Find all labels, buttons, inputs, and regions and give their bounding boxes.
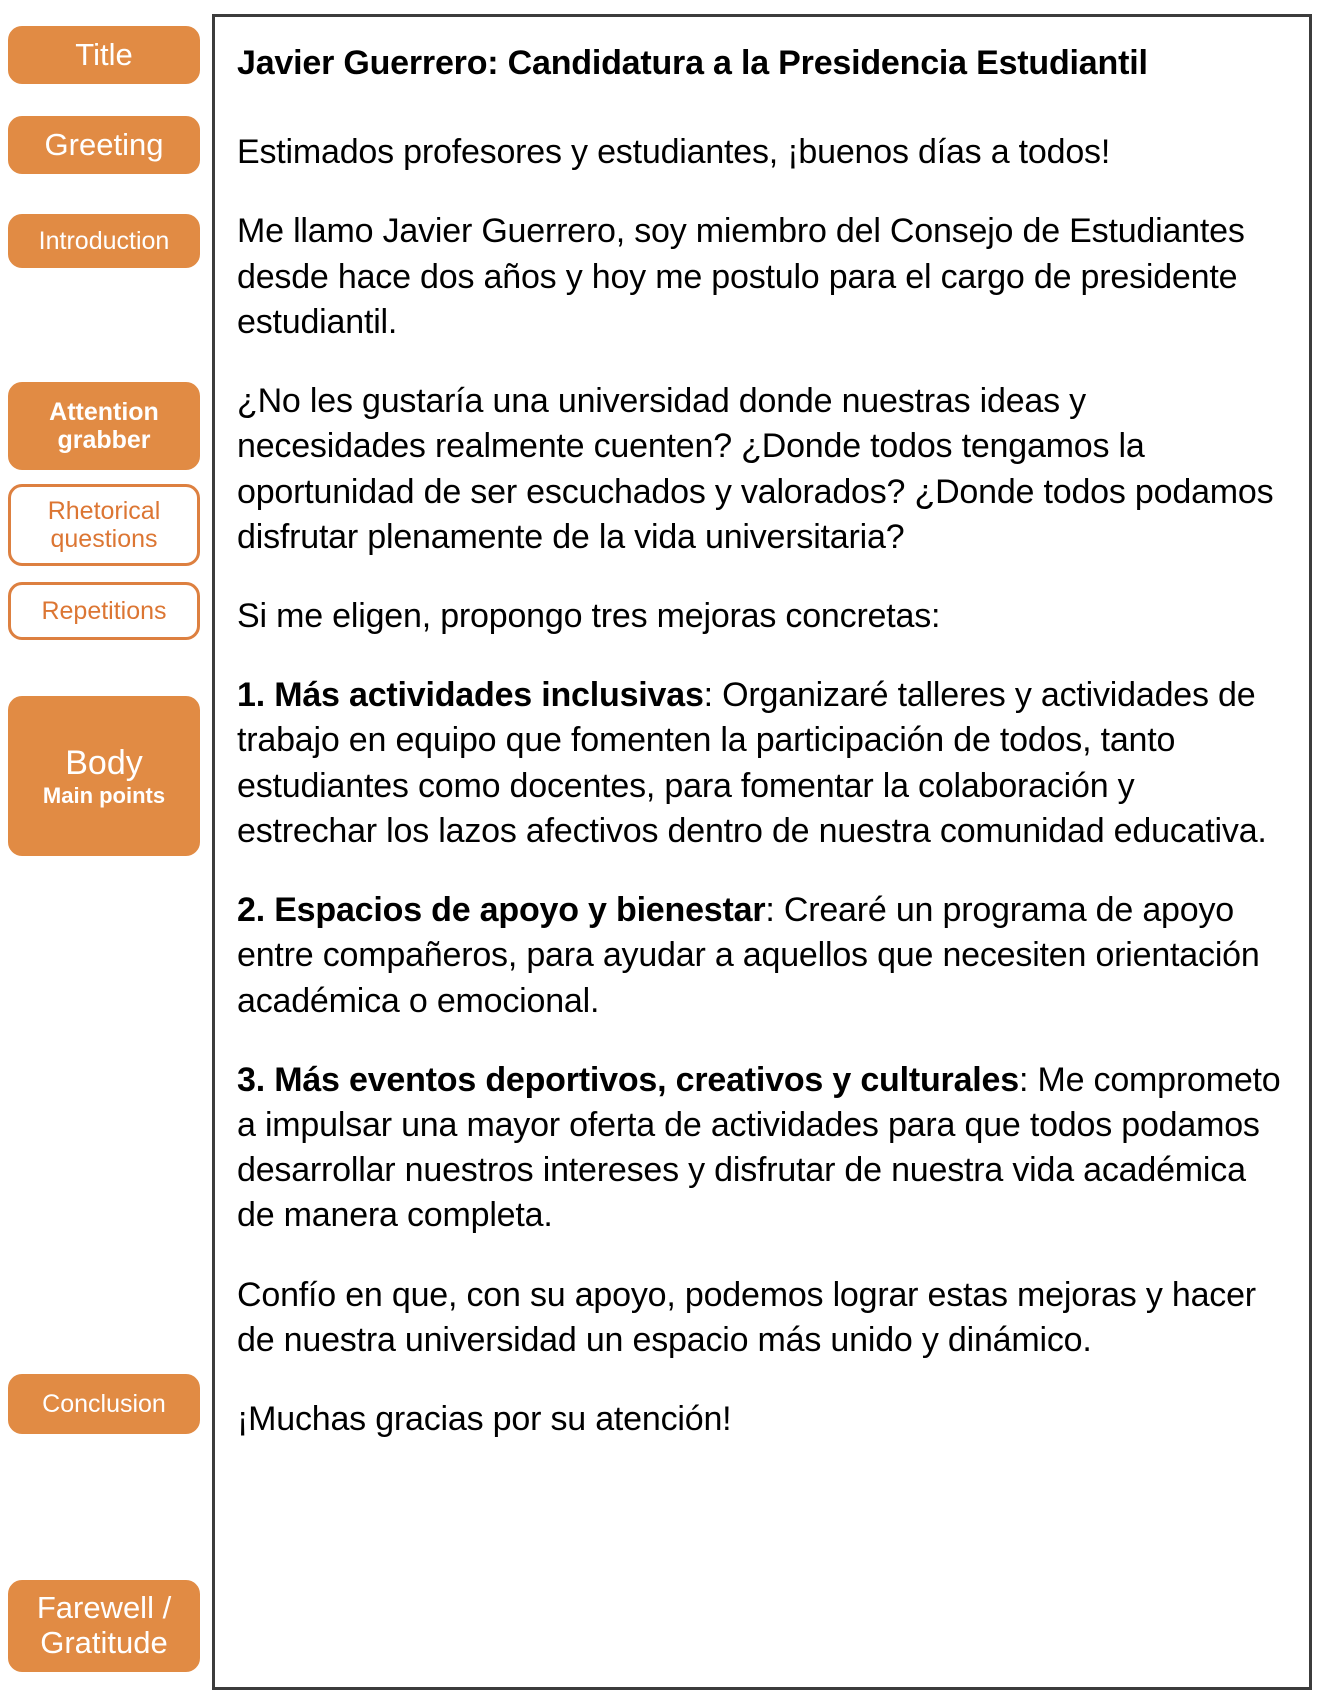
- label-rhetorical-questions: [8, 484, 200, 566]
- label-attention-grabber-line1: Attention: [49, 398, 159, 426]
- label-introduction-text: Introduction: [38, 227, 170, 255]
- speech-document-body: [215, 17, 1309, 1486]
- speech-point-1-heading: 1. Más actividades inclusivas: [237, 676, 704, 715]
- speech-title: Javier Guerrero: Candidatura a la Presidencia Estudiantil: [237, 44, 1148, 82]
- speech-introduction: Me llamo Javier Guerrero, soy miembro del Consejo de Estudiantes desde hace dos años y hoy me postulo para el cargo de presidente estudiantil.: [237, 212, 1245, 341]
- label-farewell-line2: Gratitude: [40, 1625, 168, 1660]
- label-rhetorical-questions-line1: Rhetorical: [47, 497, 161, 525]
- label-repetitions-text: Repetitions: [41, 597, 167, 625]
- label-farewell-gratitude: [8, 1580, 200, 1672]
- label-body-subtext: Main points: [42, 782, 166, 808]
- speech-lead-in: Si me eligen, propongo tres mejoras concretas:: [237, 596, 941, 635]
- label-greeting: [8, 116, 200, 174]
- label-conclusion: [8, 1374, 200, 1434]
- label-farewell-line1: Farewell /: [36, 1590, 172, 1626]
- speech-point-3-heading: 3. Más eventos deportivos, creativos y culturales: [237, 1060, 1019, 1099]
- speech-point-3: [237, 1058, 1283, 1239]
- speech-point-2-heading: 2. Espacios de apoyo y bienestar: [237, 891, 766, 930]
- label-title: [8, 26, 200, 84]
- label-introduction: [8, 214, 200, 268]
- label-body: [8, 696, 200, 856]
- label-title-text: Title: [75, 36, 133, 72]
- label-attention-grabber-line2: grabber: [57, 426, 151, 454]
- speech-greeting: Estimados profesores y estudiantes, ¡buenos días a todos!: [237, 133, 1111, 172]
- label-rhetorical-questions-line2: questions: [50, 525, 158, 553]
- speech-conclusion: Confío en que, con su apoyo, podemos lograr estas mejoras y hacer de nuestra universidad un espacio más unido y dinámico.: [237, 1275, 1256, 1359]
- speech-attention-grabber: ¿No les gustaría una universidad donde nuestras ideas y necesidades realmente cuenten? ¿Donde todos tengamos la oportunidad de ser escuchados y valorados? ¿Donde todos podamos disfrutar plenamente de la vida universitaria?: [237, 382, 1274, 556]
- speech-point-2-text: : Crearé un programa de apoyo entre compañeros, para ayudar a aquellos que necesiten orientación académica o emocional.: [237, 891, 1260, 1020]
- label-body-text: Body: [65, 743, 143, 782]
- speech-point-1: [237, 673, 1283, 854]
- speech-point-3-text: : Me comprometo a impulsar una mayor oferta de actividades para que todos podamos desarrollar nuestros intereses y disfrutar de nuestra vida académica de manera completa.: [237, 1060, 1281, 1235]
- speech-point-1-text: : Organizaré talleres y actividades de trabajo en equipo que fomenten la participación de todos, tanto estudiantes como docentes, para fomentar la colaboración y estrechar los lazos afectivos dentro de nuestra comunidad educativa.: [237, 676, 1267, 850]
- label-greeting-text: Greeting: [44, 126, 164, 162]
- label-repetitions: [8, 582, 200, 640]
- label-attention-grabber: [8, 382, 200, 470]
- speech-document-panel: [212, 14, 1312, 1690]
- label-conclusion-text: Conclusion: [42, 1390, 166, 1418]
- speech-point-2: [237, 888, 1283, 1024]
- speech-farewell: ¡Muchas gracias por su atención!: [237, 1400, 732, 1439]
- structure-label-column: [0, 0, 212, 1702]
